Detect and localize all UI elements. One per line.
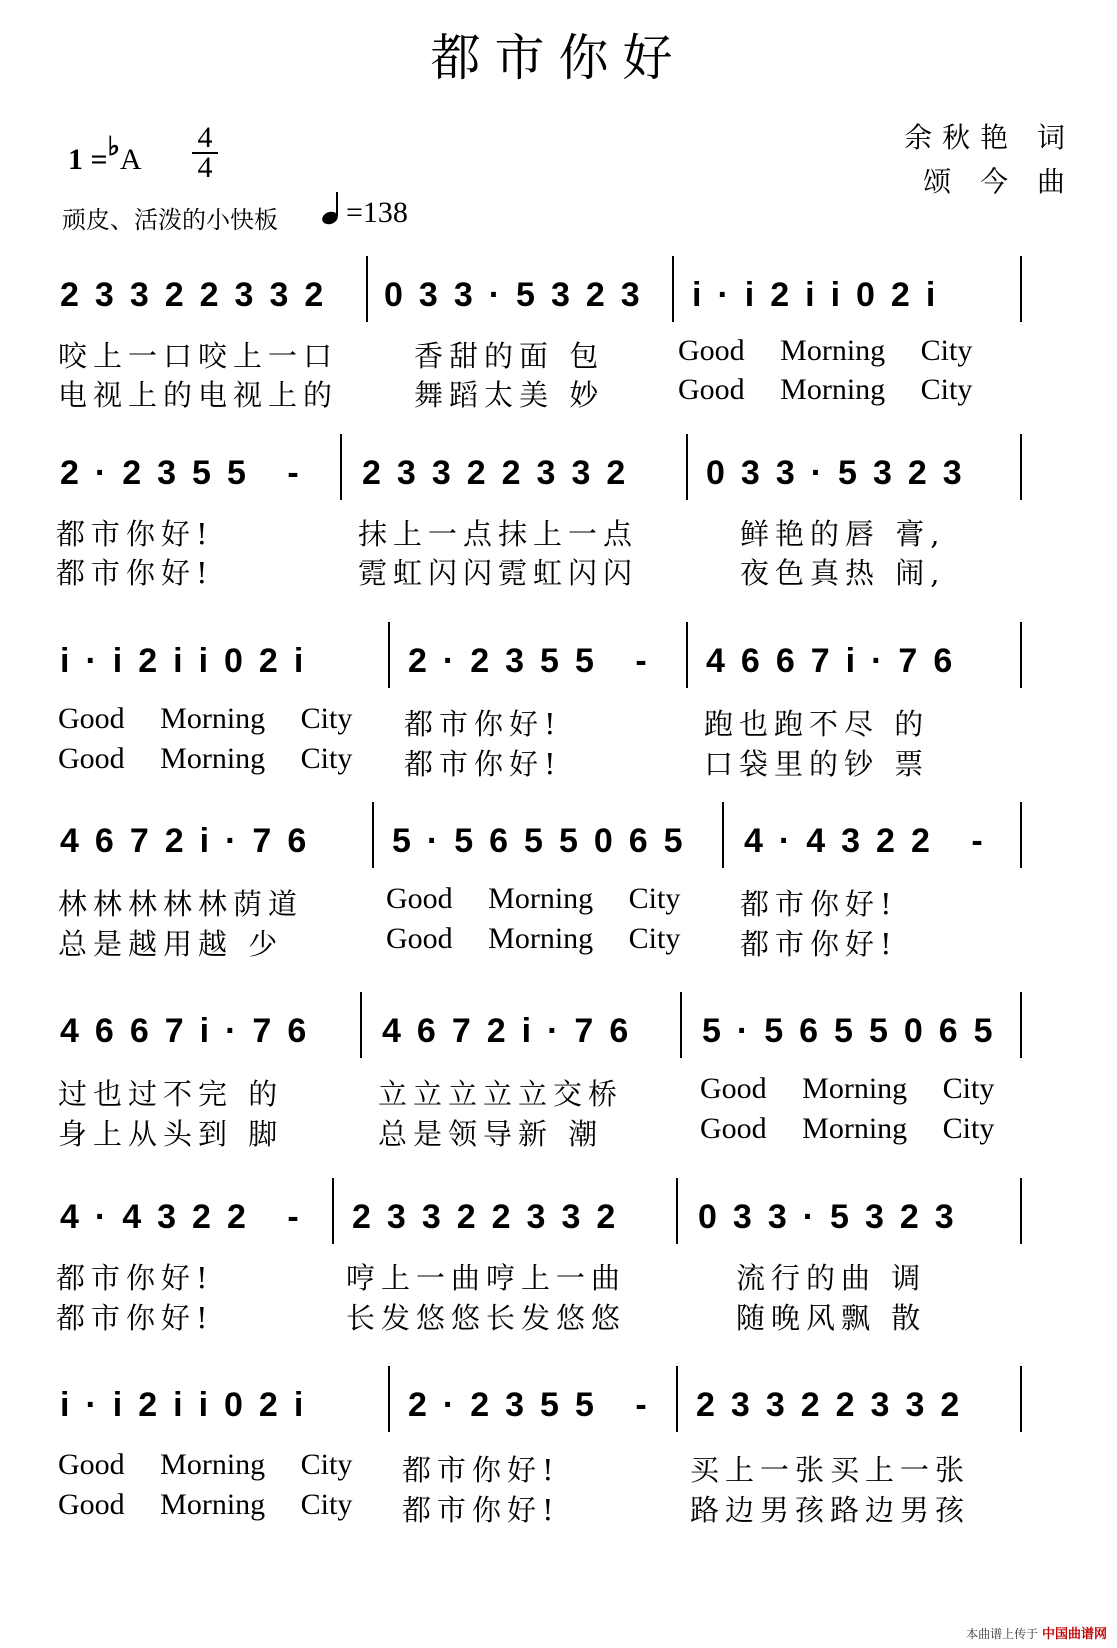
barline (722, 802, 724, 868)
barline (1020, 622, 1022, 688)
measure: 2·2355 - (60, 454, 315, 492)
lyric-verse2: 总是越用越 少 (58, 927, 284, 961)
lyric-verse2: Good Morning City (700, 1112, 995, 1145)
flat-symbol: ♭ (107, 132, 120, 161)
lyric-verse2: 都市你好! (740, 927, 898, 961)
lyric-verse1: 都市你好! (740, 887, 898, 921)
measure: 5·5655065 (392, 822, 699, 860)
key-note: A (119, 143, 142, 176)
lyric-verse2: 夜色真热 闹, (740, 556, 946, 590)
lyric-verse2: 电视上的电视上的 (58, 378, 339, 412)
barline (680, 992, 682, 1058)
barline (366, 256, 368, 322)
lyric-verse1: 香甜的面 包 (414, 339, 605, 373)
composer-credit: 颂 今 曲 (923, 165, 1075, 198)
lyric-verse2: Good Morning City (678, 373, 973, 406)
score-row-2 (0, 448, 1117, 508)
measure: 4·4322 - (744, 822, 999, 860)
lyric-verse1: 哼上一曲哼上一曲 (346, 1261, 627, 1295)
measure: 23322332 (60, 276, 340, 314)
barline (1020, 802, 1022, 868)
lyric-verse2: 身上从头到 脚 (58, 1117, 284, 1151)
measure: 4672i·76 (60, 822, 323, 860)
tempo-bpm: =138 (346, 196, 408, 229)
watermark (966, 1623, 1107, 1642)
lyric-verse1: 都市你好! (56, 517, 214, 551)
key-signature (68, 132, 142, 177)
lyric-verse2: 都市你好! (404, 747, 562, 781)
barline (686, 434, 688, 500)
time-signature-bottom: 4 (197, 151, 213, 184)
score-row-3 (0, 636, 1117, 696)
lyric-verse1: 林林林林林荫道 (58, 887, 304, 921)
lyric-verse1: 抹上一点抹上一点 (358, 517, 639, 551)
song-title: 都市你好 (430, 29, 687, 87)
measure: 4667i·76 (706, 642, 969, 680)
barline (676, 1366, 678, 1432)
lyric-verse1: 跑也跑不尽 的 (704, 707, 930, 741)
score-row-4 (0, 816, 1117, 876)
lyric-verse1: 咬上一口咬上一口 (58, 339, 339, 373)
measure: 033·5323 (706, 454, 978, 492)
score-row-6 (0, 1192, 1117, 1252)
lyric-verse2: 都市你好! (56, 1301, 214, 1335)
score-row-1 (0, 270, 1117, 330)
barline (388, 1366, 390, 1432)
barline (372, 802, 374, 868)
tempo-marking: 顽皮、活泼的小快板 (62, 206, 278, 234)
barline (360, 992, 362, 1058)
barline (1020, 1178, 1022, 1244)
time-signature-top: 4 (192, 124, 218, 154)
barline (1020, 1366, 1022, 1432)
lyric-verse1: 立立立立立交桥 (378, 1077, 624, 1111)
lyric-verse2: 总是领导新 潮 (378, 1117, 604, 1151)
lyric-verse1: Good Morning City (58, 1448, 353, 1481)
barline (340, 434, 342, 500)
lyric-verse2: 口袋里的钞 票 (704, 747, 930, 781)
lyric-verse2: 路边男孩路边男孩 (690, 1493, 971, 1527)
lyric-verse1: 鲜艳的唇 膏, (740, 517, 946, 551)
barline (1020, 434, 1022, 500)
lyric-verse2: 都市你好! (56, 556, 214, 590)
quarter-note-icon (322, 190, 346, 226)
barline (1020, 992, 1022, 1058)
lyric-verse1: Good Morning City (386, 882, 681, 915)
barline (672, 256, 674, 322)
measure: i·i2ii02i (60, 642, 320, 680)
lyric-verse2: 霓虹闪闪霓虹闪闪 (358, 556, 639, 590)
measure: 2·2355 - (408, 1386, 663, 1424)
measure: i·i2ii02i (60, 1386, 320, 1424)
measure: i·i2ii02i (692, 276, 952, 314)
lyric-verse1: 都市你好! (56, 1261, 214, 1295)
lyric-verse1: Good Morning City (678, 334, 973, 367)
key-prefix: 1 = (68, 143, 108, 176)
lyric-verse2: Good Morning City (58, 742, 353, 775)
measure: 4·4322 - (60, 1198, 315, 1236)
score-row-5 (0, 1006, 1117, 1066)
watermark-text: 本曲谱上传于 (966, 1627, 1039, 1641)
measure: 2·2355 - (408, 642, 663, 680)
barline (388, 622, 390, 688)
lyric-verse1: Good Morning City (700, 1072, 995, 1105)
measure: 23322332 (696, 1386, 976, 1424)
measure: 23322332 (352, 1198, 632, 1236)
measure: 033·5323 (384, 276, 656, 314)
barline (1020, 256, 1022, 322)
time-signature (192, 121, 218, 184)
lyric-verse2: 舞蹈太美 妙 (414, 378, 605, 412)
lyric-verse1: 流行的曲 调 (736, 1261, 927, 1295)
lyricist-credit: 余秋艳 词 (904, 121, 1075, 154)
measure: 23322332 (362, 454, 642, 492)
measure: 4667i·76 (60, 1012, 323, 1050)
measure: 033·5323 (698, 1198, 970, 1236)
lyric-verse1: 都市你好! (402, 1453, 560, 1487)
barline (676, 1178, 678, 1244)
watermark-site: 中国曲谱网 (1041, 1627, 1107, 1642)
lyric-verse2: 长发悠悠长发悠悠 (346, 1301, 627, 1335)
measure: 4672i·76 (382, 1012, 645, 1050)
lyric-verse1: Good Morning City (58, 702, 353, 735)
lyric-verse1: 过也过不完 的 (58, 1077, 284, 1111)
measure: 5·5655065 (702, 1012, 1009, 1050)
barline (686, 622, 688, 688)
lyric-verse2: Good Morning City (386, 922, 681, 955)
lyric-verse1: 都市你好! (404, 707, 562, 741)
lyric-verse1: 买上一张买上一张 (690, 1453, 971, 1487)
score-row-7 (0, 1380, 1117, 1440)
lyric-verse2: Good Morning City (58, 1488, 353, 1521)
barline (332, 1178, 334, 1244)
lyric-verse2: 都市你好! (402, 1493, 560, 1527)
lyric-verse2: 随晚风飘 散 (736, 1301, 927, 1335)
